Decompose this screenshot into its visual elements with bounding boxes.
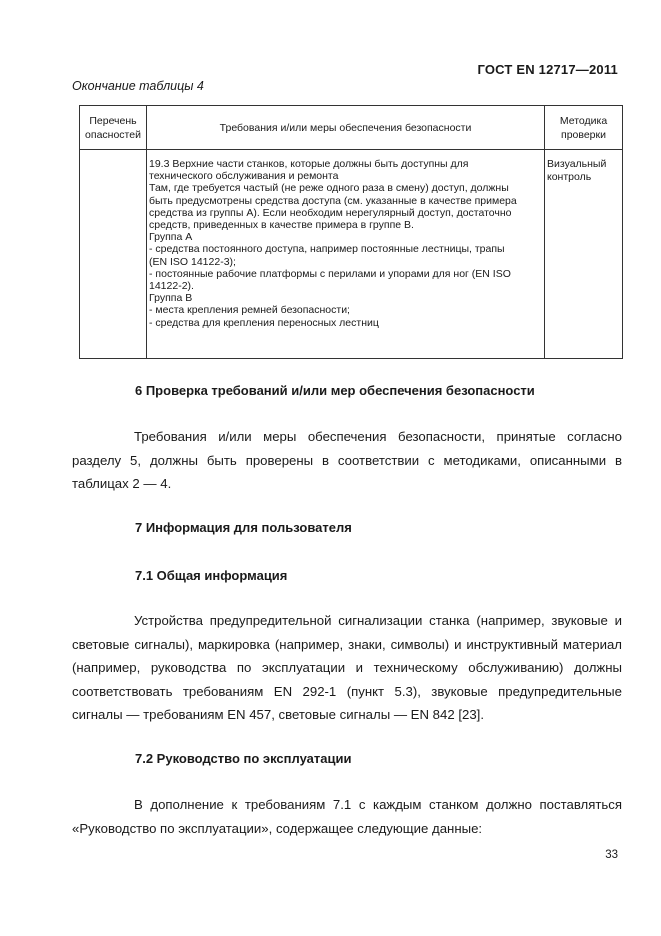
requirement-line: Группа В <box>149 292 193 305</box>
requirement-line: быть предусмотрены средства доступа (см. указанные в качестве примера <box>149 194 517 207</box>
requirements-cell <box>147 150 545 359</box>
section-7-1-paragraph: Устройства предупредительной сигнализации станка (например, звуковые и световые сигналы), маркировка (например, знаки, символы) и инструктивный материал (например, руководства по эксплуатации и техническому обслуживанию) должны соответствовать требованиям EN 292-1 (пункт 5.3), звуковые предупредительные сигналы — требованиям EN 457, световые сигналы — EN 842 [23]. <box>72 613 622 723</box>
requirement-line: Там, где требуется частый (не реже одного раза в смену) доступ, должны <box>149 182 509 195</box>
section-7-2-heading: 7.2 Руководство по эксплуатации <box>135 751 352 766</box>
section-7-2-paragraph: В дополнение к требованиям 7.1 с каждым станком должно поставляться «Руководство по эксплуатации», содержащее следующие данные: <box>72 797 622 836</box>
requirement-line: - средства постоянного доступа, например постоянные лестницы, трапы <box>149 243 505 256</box>
section-6-heading: 6 Проверка требований и/или мер обеспечения безопасности <box>135 383 535 398</box>
requirement-line: 14122-2). <box>149 280 194 293</box>
requirement-line: 19.3 Верхние части станков, которые должны быть доступны для <box>149 158 469 170</box>
section-7-heading: 7 Информация для пользователя <box>135 520 352 535</box>
page-number: 33 <box>605 849 618 861</box>
hazard-cell <box>80 150 147 359</box>
requirement-line: - средства для крепления переносных лестниц <box>149 316 379 329</box>
requirement-line: - места крепления ремней безопасности; <box>149 304 350 317</box>
column-header-requirements: Требования и/или меры обеспечения безопасности <box>147 106 545 150</box>
column-header-method: Методика проверки <box>545 106 623 150</box>
column-header-hazards: Перечень опасностей <box>80 106 147 150</box>
document-code: ГОСТ EN 12717—2011 <box>477 62 618 77</box>
table-header-row <box>80 106 623 150</box>
requirement-line: средства из группы А). Если необходим нерегулярный доступ, достаточно <box>149 206 512 219</box>
requirement-line: технического обслуживания и ремонта <box>149 170 339 183</box>
section-7-1-heading: 7.1 Общая информация <box>135 568 288 583</box>
section-6-paragraph: Требования и/или меры обеспечения безопасности, принятые согласно разделу 5, должны быть проверены в соответствии с методиками, описанными в таблицах 2 — 4. <box>72 429 622 492</box>
table-caption: Окончание таблицы 4 <box>72 79 204 93</box>
method-cell: Визуальный контроль <box>545 150 623 359</box>
requirement-line: (EN ISO 14122-3); <box>149 255 236 268</box>
hazards-table <box>79 105 623 359</box>
table-row <box>80 150 623 359</box>
requirement-line: - постоянные рабочие платформы с перилами и упорами для ног (EN ISO <box>149 267 511 280</box>
requirement-line: Группа А <box>149 231 193 244</box>
requirement-line: средств, приведенных в качестве примера в группе В. <box>149 219 414 232</box>
